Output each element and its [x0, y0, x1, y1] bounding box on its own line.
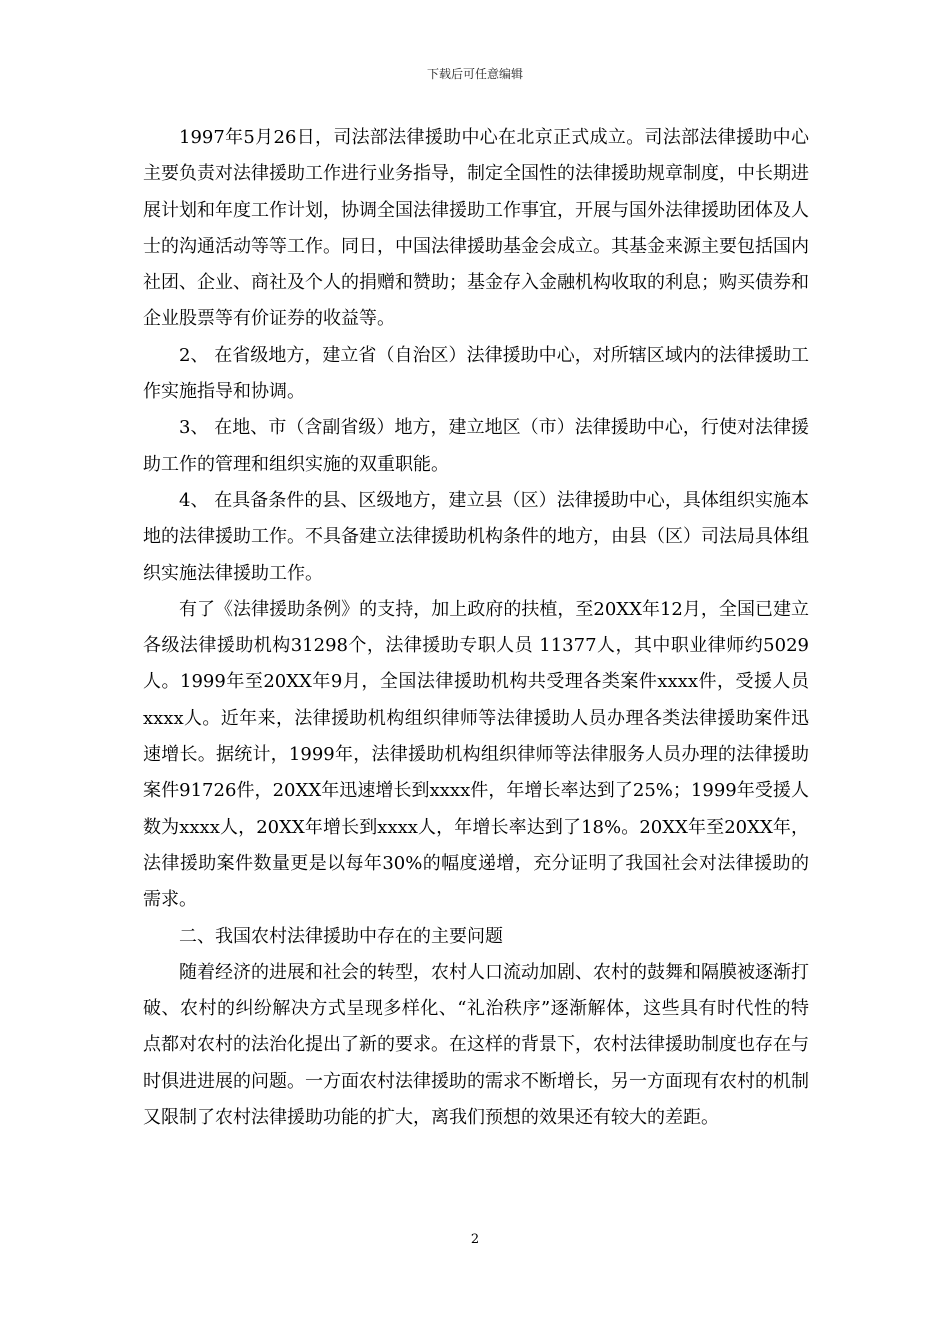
paragraph-1: 1997年5月26日，司法部法律援助中心在北京正式成立。司法部法律援助中心主要负责对法律援助工作进行业务指导，制定全国性的法律援助规章制度，中长期进展计划和年度工作计划，协调全国法律援助工作事宜，开展与国外法律援助团体及人士的沟通活动等等工作。同日，中国法律援助基金会成立。其基金来源主要包括国内社团、企业、商社及个人的捐赠和赞助；基金存入金融机构收取的利息；购买债券和企业股票等有价证券的收益等。 [143, 127, 809, 330]
document-body [143, 120, 809, 1136]
section-heading: 二、我国农村法律援助中存在的主要问题 [179, 925, 503, 947]
paragraph-2: 2、 在省级地方，建立省（自治区）法律援助中心，对所辖区域内的法律援助工作实施指导和协调。 [143, 344, 809, 403]
paragraph-6: 随着经济的进展和社会的转型，农村人口流动加剧、农村的鼓舞和隔膜被逐渐打破、农村的纠纷解决方式呈现多样化、“礼治秩序”逐渐解体，这些具有时代性的特点都对农村的法治化提出了新的要求。在这样的背景下，农村法律援助制度也存在与时俱进进展的问题。一方面农村法律援助的需求不断增长，另一方面现有农村的机制又限制了农村法律援助功能的扩大，离我们预想的效果还有较大的差距。 [143, 961, 809, 1129]
paragraph-4: 4、 在具备条件的县、区级地方，建立县（区）法律援助中心，具体组织实施本地的法律援助工作。不具备建立法律援助机构条件的地方，由县（区）司法局具体组织实施法律援助工作。 [143, 489, 809, 584]
page-number: 2 [470, 1232, 480, 1247]
paragraph-5: 有了《法律援助条例》的支持，加上政府的扶植，至20XX年12月，全国已建立各级法律援助机构31298个，法律援助专职人员 11377人，其中职业律师约5029人。1999年至20XX年9月，全国法律援助机构共受理各类案件xxxx件，受援人员xxxx人。近年来，法律援助机构组织律师等法律援助人员办理各类法律援助案件迅速增长。据统计，1999年，法律援助机构组织律师等法律服务人员办理的法律援助案件91726件，20XX年迅速增长到xxxx件，年增长率达到了25%；1999年受援人数为xxxx人，20XX年增长到xxxx人，年增长率达到了18%。20XX年至20XX年，法律援助案件数量更是以每年30%的幅度递增，充分证明了我国社会对法律援助的需求。 [143, 598, 809, 911]
paragraph-3: 3、 在地、市（含副省级）地方，建立地区（市）法律援助中心，行使对法律援助工作的管理和组织实施的双重职能。 [143, 417, 809, 475]
page-header: 下载后可任意编辑 [426, 67, 523, 81]
